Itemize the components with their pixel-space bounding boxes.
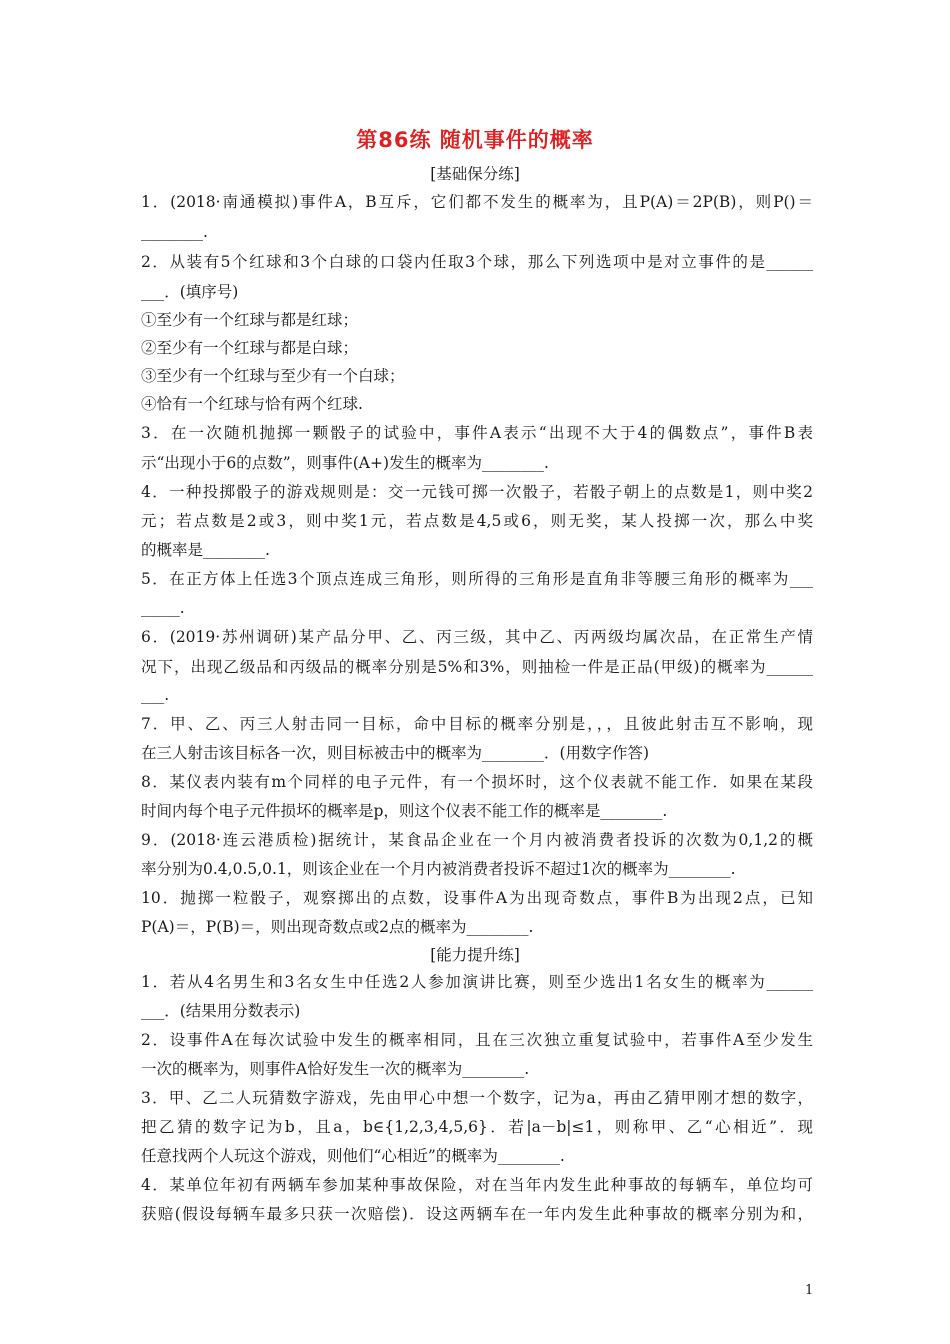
text-line: 一次的概率为，则事件A恰好发生一次的概率为________. bbox=[141, 1060, 530, 1078]
text-line: 率分别为0.4,0.5,0.1，则该企业在一个月内被消费者投诉不超过1次的概率为________. bbox=[141, 860, 736, 878]
text-line: ②至少有一个红球与都是白球； bbox=[141, 339, 359, 357]
text-line: 元；若点数是2或3，则中奖1元，若点数是4,5或6，则无奖，某人投掷一次，那么中奖 bbox=[141, 512, 813, 530]
text-line: 1．若从4名男生和3名女生中任选2人参加演讲比赛，则至少选出1名女生的概率为______ bbox=[141, 973, 813, 991]
text-line: 8．某仪表内装有m个同样的电子元件，有一个损坏时，这个仪表就不能工作．如果在某段 bbox=[141, 773, 813, 791]
text-line: 时间内每个电子元件损坏的概率是p，则这个仪表不能工作的概率是________. bbox=[141, 802, 668, 820]
text-line: 2．从装有5个红球和3个白球的口袋内任取3个球，那么下列选项中是对立事件的是______ bbox=[141, 253, 813, 271]
text-line: 在三人射击该目标各一次，则目标被击中的概率为________．(用数字作答) bbox=[141, 744, 650, 762]
text-line: 3．在一次随机抛掷一颗骰子的试验中，事件A表示“出现不大于4的偶数点”，事件B表 bbox=[141, 424, 813, 442]
text-line: 把乙猜的数字记为b，且a，b∈{1,2,3,4,5,6}．若|a－b|≤1，则称甲、乙“心相近”．现 bbox=[141, 1118, 813, 1136]
text-line: ①至少有一个红球与都是红球； bbox=[141, 311, 359, 329]
text-line: _____. bbox=[141, 599, 185, 617]
text-line: 6．(2019·苏州调研)某产品分甲、乙、丙三级，其中乙、丙两级均属次品，在正常生产情 bbox=[141, 628, 813, 646]
text-line: 示“出现小于6的点数”，则事件(A+)发生的概率为________. bbox=[141, 454, 549, 472]
text-line: 1．(2018·南通模拟)事件A，B互斥，它们都不发生的概率为，且P(A)＝2P(B)，则P()＝ bbox=[141, 193, 813, 211]
text-line: 9．(2018·连云港质检)据统计，某食品企业在一个月内被消费者投诉的次数为0,1,2的概 bbox=[141, 831, 813, 849]
text-line: 况下，出现乙级品和丙级品的概率分别是5%和3%，则抽检一件是正品(甲级)的概率为______ bbox=[141, 658, 813, 676]
text-line: 2．设事件A在每次试验中发生的概率相同，且在三次独立重复试验中，若事件A至少发生 bbox=[141, 1031, 813, 1049]
text-line: 3．甲、乙二人玩猜数字游戏，先由甲心中想一个数字，记为a，再由乙猜甲刚才想的数字， bbox=[141, 1089, 813, 1107]
text-line: ④恰有一个红球与恰有两个红球. bbox=[141, 395, 363, 413]
page-title: 第86练 随机事件的概率 bbox=[356, 128, 594, 152]
text-line: ___. bbox=[141, 686, 170, 704]
text-line: 5．在正方体上任选3个顶点连成三角形，则所得的三角形是直角非等腰三角形的概率为___ bbox=[141, 570, 813, 588]
section-heading-basic: [基础保分练] bbox=[430, 165, 520, 183]
text-line: P(A)＝，P(B)＝，则出现奇数点或2点的概率为________. bbox=[141, 918, 534, 936]
text-line: 的概率是________. bbox=[141, 541, 270, 559]
text-line: ___．(填序号) bbox=[141, 283, 239, 301]
text-line: ________. bbox=[141, 223, 208, 241]
text-line: ___．(结果用分数表示) bbox=[141, 1002, 301, 1020]
text-line: 4．一种投掷骰子的游戏规则是：交一元钱可掷一次骰子，若骰子朝上的点数是1，则中奖2 bbox=[141, 483, 813, 501]
text-line: 10．抛掷一粒骰子，观察掷出的点数，设事件A为出现奇数点，事件B为出现2点，已知 bbox=[141, 889, 813, 907]
text-line: 获赔(假设每辆车最多只获一次赔偿)．设这两辆车在一年内发生此种事故的概率分别为和， bbox=[141, 1205, 813, 1223]
text-line: ③至少有一个红球与至少有一个白球； bbox=[141, 367, 405, 385]
section-heading-advanced: [能力提升练] bbox=[430, 946, 520, 964]
text-line: 7．甲、乙、丙三人射击同一目标，命中目标的概率分别是，，，且彼此射击互不影响，现 bbox=[141, 715, 813, 733]
text-line: 任意找两个人玩这个游戏，则他们“心相近”的概率为________. bbox=[141, 1147, 565, 1165]
page-number: 1 bbox=[805, 1283, 814, 1298]
text-line: 4．某单位年初有两辆车参加某种事故保险，对在当年内发生此种事故的每辆车，单位均可 bbox=[141, 1176, 813, 1194]
